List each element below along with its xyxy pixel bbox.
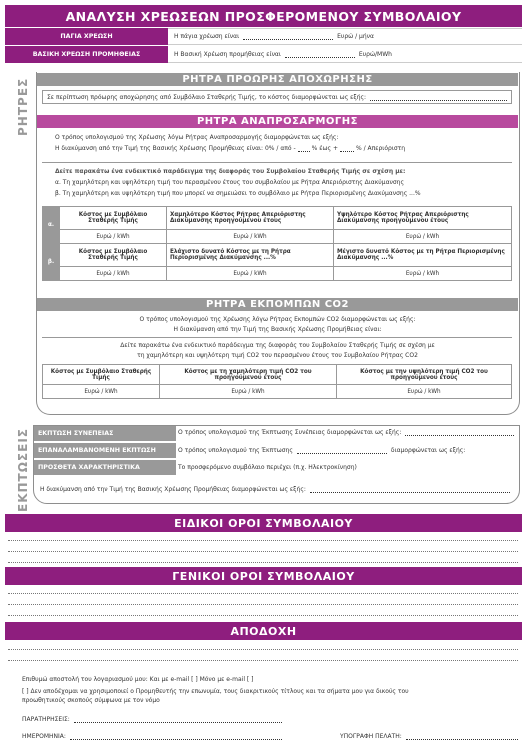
adjustment-max-field[interactable] [340,145,354,152]
adjustment-title: ΡΗΤΡΑ ΑΝΑΠΡΟΣΑΡΜΟΓΗΣ [37,115,518,128]
co2-high: Κόστος με την υψηλότερη τιμή CO2 του προηγούμενου έτους [337,365,512,385]
general-terms-title: ΓΕΝΙΚΟΙ ΟΡΟΙ ΣΥΜΒΟΛΑΙΟΥ [5,567,522,585]
discount-note [40,486,510,493]
fixed-charge-row [168,28,522,45]
discount-note-text: Η διακύμανση από την Τιμή της Βασικής Χρέωσης Προμήθειας διαμορφώνεται ως εξής: [40,486,306,493]
early-departure-field[interactable] [370,94,507,101]
general-terms-line-3[interactable] [8,615,518,616]
base-charge-field[interactable] [285,51,355,58]
special-terms-line-2[interactable] [8,551,518,552]
page-title: ΑΝΑΛΥΣΗ ΧΡΕΩΣΕΩΝ ΠΡΟΣΦΕΡΟΜΕΝΟΥ ΣΥΜΒΟΛΑΙΟΥ [5,5,522,27]
base-charge-label: ΒΑΣΙΚΗ ΧΡΕΩΣΗ ΠΡΟΜΗΘΕΙΑΣ [5,46,168,63]
base-charge-row [168,46,522,63]
co2-fixed: Κόστος με Συμβόλαιο Σταθερής Τιμής [43,365,160,385]
special-terms-line-3[interactable] [8,562,518,563]
adjustment-range-mid: % έως + [311,145,338,152]
early-departure-title: ΡΗΤΡΑ ΠΡΟΩΡΗΣ ΑΠΟΧΩΡΗΣΗΣ [37,73,518,86]
early-departure-text: Σε περίπτωση πρόωρης αποχώρησης από Συμβόλαιο Σταθερής Τιμής, το κόστος διαμορφώνεται ως εξής: [47,93,367,101]
adjustment-example-a: α. Τη χαμηλότερη και υψηλότερη τιμή του περασμένου έτους του συμβολαίου με Ρήτρα Απεριόριστης Διακύμανσης [55,179,404,186]
co2-fixed-value[interactable]: Ευρώ / kWh [43,385,160,399]
base-charge-unit: Ευρώ/MWh [358,50,392,58]
co2-low: Κόστος με τη χαμηλότερη τιμή CO2 του προηγούμενου έτους [160,365,337,385]
date-field[interactable] [70,733,282,740]
discount-note-field[interactable] [310,486,510,493]
discount-recurring-text2: διαμορφώνεται ως εξής: [390,447,466,454]
co2-example-line2: τη χαμηλότερη και υψηλότερη τιμή CO2 του περασμένου έτους του Συμβολαίου Ρήτρας CO2 [137,352,418,359]
acceptance-title: ΑΠΟΔΟΧΗ [5,622,522,640]
adjustment-a-low-value[interactable]: Ευρώ / kWh [167,230,334,244]
adjustment-line1: Ο τρόπος υπολογισμού της Χρέωσης λόγω Ρήτρας Αναπροσαρμογής διαμορφώνεται ως εξής: [55,134,339,141]
early-departure-row [42,90,512,104]
co2-line1: Ο τρόπος υπολογισμού της Χρέωσης λόγω Ρήτρας Εκπομπών CO2 διαμορφώνεται ως εξής: [139,316,416,323]
fixed-charge-label: ΠΑΓΙΑ ΧΡΕΩΣΗ [5,28,168,45]
discounts-side-label: ΕΚΠΤΩΣΕΙΣ [16,428,30,512]
acceptance-line-1[interactable] [8,649,518,650]
adjustment-a-high: Υψηλότερο Κόστος Ρήτρας Απεριόριστης Διακύμανσης προηγούμενου έτους [334,207,512,230]
adjustment-b-high-value[interactable]: Ευρώ / kWh [334,267,512,281]
adjustment-a-fixed: Κόστος με Συμβόλαιο Σταθερής Τιμής [60,207,167,230]
adjustment-table [42,206,512,281]
signature-field[interactable] [406,733,518,740]
date-row [22,733,282,740]
discount-consistency-text: Ο τρόπος υπολογισμού της Έκπτωσης Συνέπειας διαμορφώνεται ως εξής: [178,429,402,436]
fixed-charge-text: Η πάγια χρέωση είναι [174,33,240,40]
adjustment-a-fixed-value[interactable]: Ευρώ / kWh [60,230,167,244]
adjustment-line2 [55,145,405,152]
additional-features-label: ΠΡΟΣΘΕΤΑ ΧΑΡΑΚΤΗΡΙΣΤΙΚΑ [34,460,176,475]
discount-consistency-field[interactable] [405,429,514,436]
adjustment-row-b-tag: β. [43,244,60,281]
co2-table [42,364,512,399]
additional-features-row [178,464,357,471]
date-label: ΗΜΕΡΟΜΗΝΙΑ: [22,733,66,740]
fixed-charge-unit: Ευρώ / μήνα [337,33,374,40]
consent-line-1[interactable]: [ ] Δεν αποδέχομαι να χρησιμοποιεί ο Προμηθευτής την επωνυμία, τους διακριτικούς τίτλους και τα σήματα μου για δικούς του [22,688,409,695]
clauses-side-label: ΡΗΤΡΕΣ [16,77,30,137]
signature-label: ΥΠΟΓΡΑΦΗ ΠΕΛΑΤΗ: [340,733,402,740]
consent-line-2: προωθητικούς σκοπούς σύμφωνα με τον νόμο [22,697,160,704]
remarks-label: ΠΑΡΑΤΗΡΗΣΕΙΣ: [22,716,70,723]
discount-consistency-label: ΕΚΠΤΩΣΗ ΣΥΝΕΠΕΙΑΣ [34,426,176,441]
discount-recurring-row [178,447,514,454]
special-terms-line-1[interactable] [8,540,518,541]
adjustment-example-title: Δείτε παρακάτω ένα ενδεικτικό παράδειγμα της διαφοράς του Συμβολαίου Σταθερής Τιμής σε σχέση με: [55,168,406,175]
co2-low-value[interactable]: Ευρώ / kWh [160,385,337,399]
discount-consistency-row [178,429,514,436]
adjustment-a-high-value[interactable]: Ευρώ / kWh [334,230,512,244]
adjustment-b-low-value[interactable]: Ευρώ / kWh [167,267,334,281]
additional-features-text: Το προσφερόμενο συμβόλαιο περιέχει (π.χ. Ηλεκτροκίνηση) [178,464,357,471]
acceptance-line-2[interactable] [8,660,518,661]
co2-example-line1: Δείτε παρακάτω ένα ενδεικτικό παράδειγμα της διαφοράς του Συμβολαίου Σταθερής Τιμής σε σχέση με [120,342,435,349]
adjustment-min-field[interactable] [298,145,310,152]
base-charge-text: Η Βασική Χρέωση προμήθειας είναι [174,50,281,58]
general-terms-line-1[interactable] [8,593,518,594]
remarks-row [22,716,282,723]
co2-high-value[interactable]: Ευρώ / kWh [337,385,512,399]
fixed-charge-field[interactable] [243,33,333,40]
discount-recurring-field[interactable] [297,447,387,454]
co2-line2: Η διακύμανση από την Τιμή της Βασικής Χρέωσης Προμήθειας είναι: [173,326,382,333]
adjustment-a-low: Χαμηλότερο Κόστος Ρήτρας Απεριόριστης Διακύμανσης προηγούμενου έτους [167,207,334,230]
discount-recurring-label: ΕΠΑΝΑΛΑΜΒΑΝΟΜΕΝΗ ΕΚΠΤΩΣΗ [34,443,176,458]
adjustment-row-a-tag: α. [43,207,60,244]
email-preference[interactable]: Επιθυμώ αποστολή του λογαριασμού μου: Και με e-mail [ ] Μόνο με e-mail [ ] [22,676,254,683]
discount-recurring-text: Ο τρόπος υπολογισμού της Έκπτωσης [178,447,293,454]
co2-title: ΡΗΤΡΑ ΕΚΠΟΜΠΩΝ CO2 [37,298,518,311]
remarks-field[interactable] [74,716,282,723]
adjustment-range-end: % / Απεριόριστη [356,145,406,152]
adjustment-b-high: Μέγιστο δυνατό Κόστος με τη Ρήτρα Περιορισμένης Διακύμανσης ...% [334,244,512,267]
adjustment-example-b: β. Τη χαμηλότερη και υψηλότερη τιμή που μπορεί να σημειώσει το συμβόλαιο με Ρήτρα Περιορισμένης Διακύμανσης ...% [55,190,421,197]
general-terms-line-2[interactable] [8,604,518,605]
signature-row [340,733,518,740]
adjustment-b-fixed: Κόστος με Συμβόλαιο Σταθερής Τιμής [60,244,167,267]
special-terms-title: ΕΙΔΙΚΟΙ ΟΡΟΙ ΣΥΜΒΟΛΑΙΟΥ [5,514,522,532]
adjustment-range-text: Η διακύμανση από την Τιμή της Βασικής Χρέωσης Προμήθειας είναι: 0% / από - [55,145,296,152]
adjustment-b-low: Ελάχιστο δυνατό Κόστος με τη Ρήτρα Περιορισμένης Διακύμανσης ...% [167,244,334,267]
adjustment-b-fixed-value[interactable]: Ευρώ / kWh [60,267,167,281]
